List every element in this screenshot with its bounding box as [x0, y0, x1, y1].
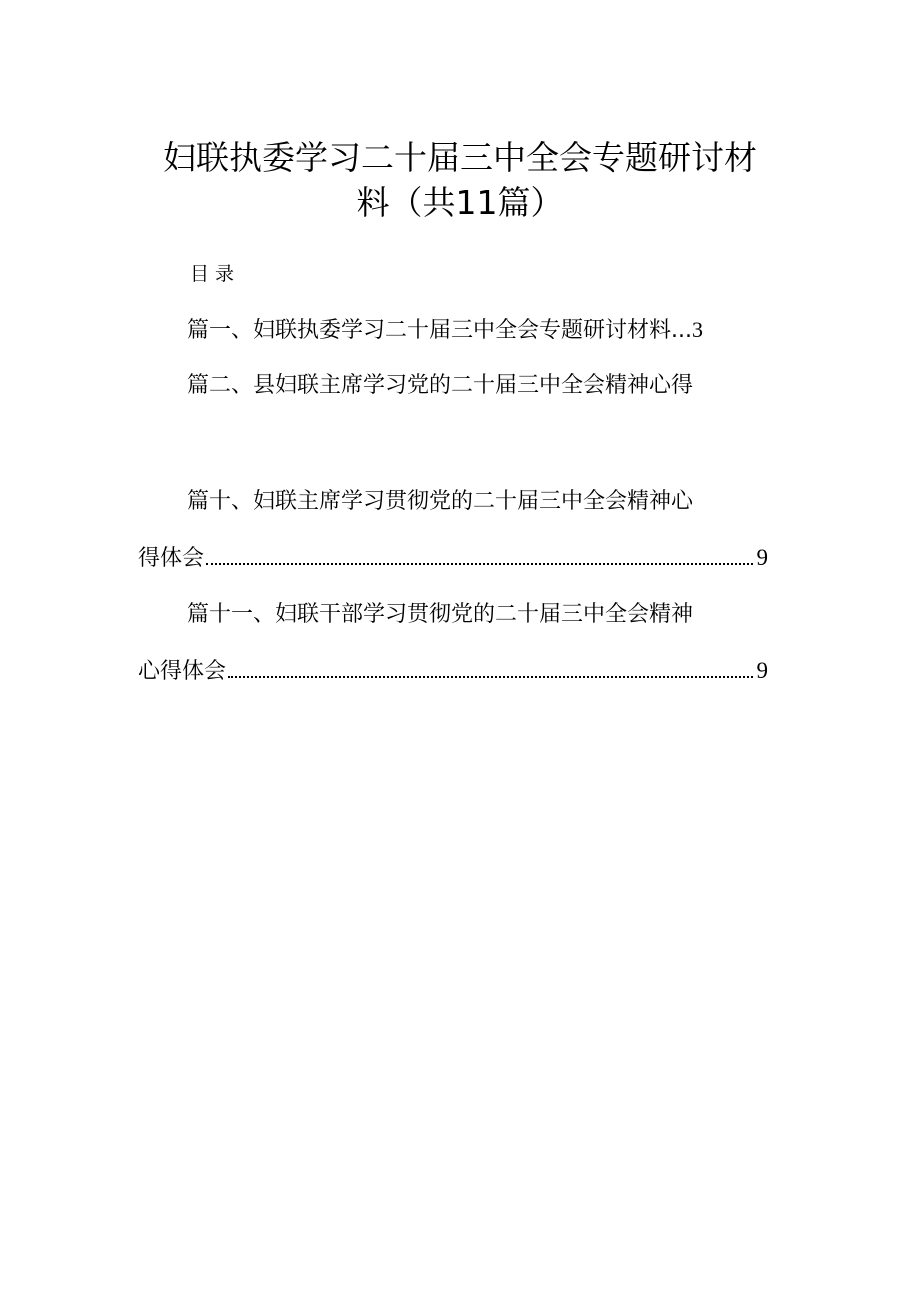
toc-entry-1-text: 篇一、妇联执委学习二十届三中全会专题研讨材料... [187, 318, 692, 343]
toc-entry-1[interactable] [187, 315, 703, 346]
toc-entry-4-line-2[interactable] [138, 656, 768, 687]
toc-entry-3-text-line-1: 篇十、妇联主席学习贯彻党的二十届三中全会精神心 [187, 489, 694, 514]
toc-dot-leader [206, 562, 752, 565]
toc-entry-3-page-number: 9 [756, 545, 768, 570]
toc-entry-3-line-1[interactable] [187, 487, 693, 517]
toc-entry-4-line-1[interactable] [187, 600, 693, 630]
toc-entry-3-line-2[interactable] [138, 543, 768, 574]
document-title-line-1: 妇联执委学习二十届三中全会专题研讨材 [163, 138, 757, 177]
toc-entry-1-page-number: 3 [691, 317, 703, 342]
toc-entry-2[interactable] [187, 371, 693, 401]
toc-heading: 目录 [190, 263, 241, 285]
toc-entry-4-page-number: 9 [756, 658, 768, 683]
toc-dot-leader [228, 675, 752, 678]
toc-entry-4-text-line-1: 篇十一、妇联干部学习贯彻党的二十届三中全会精神 [187, 602, 694, 627]
toc-entry-2-text: 篇二、县妇联主席学习党的二十届三中全会精神心得 [187, 373, 694, 398]
document-title-line-2: 料（共11篇） [356, 183, 564, 222]
toc-entry-4-text-line-2: 心得体会 [138, 659, 227, 684]
toc-entry-3-text-line-2: 得体会 [138, 546, 205, 571]
